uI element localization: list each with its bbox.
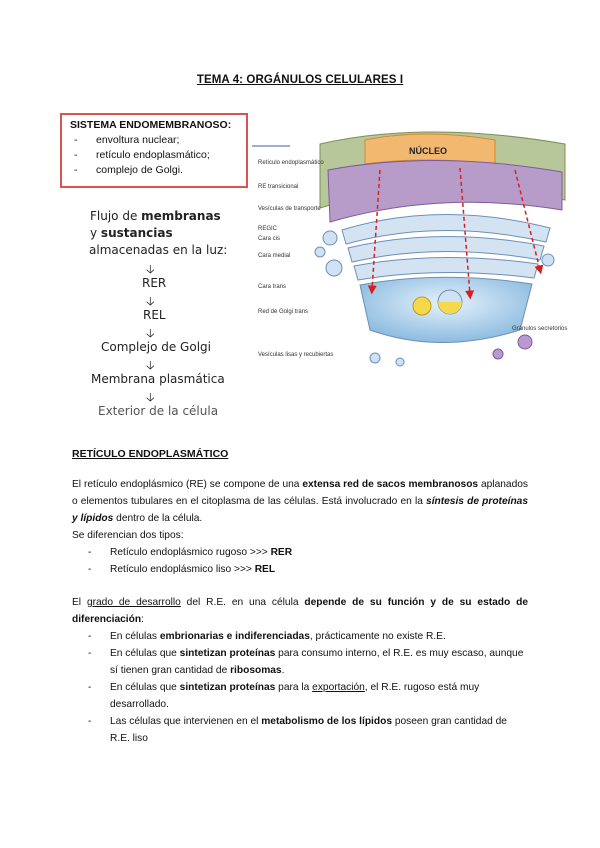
text: dentro de la célula. bbox=[113, 513, 203, 524]
diagram-label: Cara medial bbox=[258, 253, 291, 259]
bold-text: ribosomas bbox=[230, 665, 282, 676]
dash: - bbox=[74, 164, 78, 176]
diagram-label: RE transicional bbox=[258, 184, 299, 190]
list-item bbox=[68, 148, 240, 163]
text: . bbox=[281, 665, 285, 676]
development-list bbox=[88, 628, 528, 747]
list-item-text bbox=[110, 544, 292, 561]
text: aplanados o elementos tubulares en el citoplasma de las células. Está involucrado en la bbox=[72, 479, 528, 507]
text: Las células que intervienen en el bbox=[110, 716, 262, 727]
text: El bbox=[72, 597, 87, 608]
text: Retículo endoplásmico liso >>> bbox=[110, 564, 255, 575]
dash: - bbox=[88, 716, 92, 727]
flow-step: RER bbox=[142, 276, 167, 290]
list-item bbox=[88, 544, 528, 561]
list-item bbox=[88, 628, 528, 645]
list-item bbox=[88, 561, 528, 578]
types-list bbox=[88, 544, 528, 578]
italic-text: síntesis de proteínas y lípidos bbox=[72, 496, 528, 524]
text: , prácticamente no existe R.E. bbox=[309, 631, 446, 642]
list-item-text bbox=[110, 679, 528, 713]
list-item-text bbox=[110, 628, 446, 645]
section-title: RETÍCULO ENDOPLASMÁTICO bbox=[72, 448, 229, 460]
list-item-text bbox=[110, 645, 528, 679]
dash: - bbox=[88, 682, 92, 693]
list-item bbox=[68, 163, 240, 178]
flow-step: Complejo de Golgi bbox=[101, 340, 211, 354]
underlined-text: exportación bbox=[312, 682, 365, 693]
bold-text: depende de su función y de su estado de diferenciación bbox=[72, 597, 528, 625]
text: para la bbox=[275, 682, 313, 693]
text: poseen gran cantidad de R.E. liso bbox=[110, 716, 507, 744]
bold-text: embrionarias e indiferenciadas bbox=[159, 631, 310, 642]
dash: - bbox=[88, 648, 92, 659]
page-title: TEMA 4: ORGÁNULOS CELULARES I bbox=[196, 74, 404, 86]
list-item bbox=[68, 133, 240, 148]
dash: - bbox=[88, 547, 92, 558]
text: En células que bbox=[110, 648, 180, 659]
text: Se diferencian dos tipos: bbox=[72, 530, 184, 541]
flow-line bbox=[90, 225, 240, 242]
flow-line bbox=[90, 208, 240, 225]
list-item-text: envoltura nuclear; bbox=[96, 134, 180, 146]
diagram-label: Retículo endoplasmático bbox=[258, 160, 324, 166]
arrow-down-icon: 🡣 bbox=[146, 358, 155, 372]
bold-text: extensa red de sacos membranosos bbox=[302, 479, 479, 490]
flow-bold: membranas bbox=[141, 209, 221, 223]
nucleus-label: NÚCLEO bbox=[409, 146, 447, 156]
text: para consumo interno, el R.E. es muy escaso, aunque sí tienen gran cantidad de bbox=[110, 648, 524, 676]
flow-text: Flujo de bbox=[90, 209, 142, 223]
arrow-down-icon: 🡣 bbox=[146, 262, 155, 276]
list-item-text: complejo de Golgi. bbox=[96, 164, 183, 176]
membrane-flow bbox=[90, 208, 240, 428]
paragraph-development bbox=[72, 594, 528, 628]
text: El retículo endoplásmico (RE) se compone de una bbox=[72, 479, 303, 490]
bold-text: RER bbox=[270, 547, 293, 558]
bold-text: metabolismo de los lípidos bbox=[261, 716, 392, 727]
flow-line: almacenadas en la luz: bbox=[89, 243, 228, 257]
list-item bbox=[88, 679, 528, 713]
flow-step: Membrana plasmática bbox=[91, 372, 225, 386]
list-item-text: retículo endoplasmático; bbox=[96, 149, 210, 161]
bold-text: sintetizan proteínas bbox=[179, 648, 276, 659]
arrow-down-icon: 🡣 bbox=[146, 294, 155, 308]
arrow-down-icon: 🡣 bbox=[146, 326, 155, 340]
underlined-text: grado de desarrollo bbox=[86, 597, 181, 608]
bold-text: REL bbox=[254, 564, 276, 575]
text: En células que bbox=[110, 682, 180, 693]
diagram-label: Cara trans bbox=[258, 284, 287, 290]
text: Retículo endoplásmico rugoso >>> bbox=[110, 547, 271, 558]
text: : bbox=[141, 614, 144, 625]
list-item bbox=[88, 645, 528, 679]
text: , el R.E. rugoso está muy desarrollado. bbox=[110, 682, 480, 710]
dash: - bbox=[74, 149, 78, 161]
text: En células bbox=[110, 631, 160, 642]
text: del R.E. en una célula bbox=[180, 597, 305, 608]
arrow-down-icon: 🡣 bbox=[146, 390, 155, 404]
list-item-text bbox=[110, 713, 528, 747]
bold-text: sintetizan proteínas bbox=[179, 682, 276, 693]
box-heading: SISTEMA ENDOMEMBRANOSO: bbox=[70, 119, 232, 131]
diagram-label: Vesículas de transporte bbox=[258, 206, 321, 212]
flow-text: y bbox=[90, 226, 101, 240]
flow-bold: sustancias bbox=[100, 226, 173, 240]
endomembrane-box bbox=[60, 113, 248, 188]
list-item-text bbox=[110, 561, 275, 578]
diagram-label: Gránulos secretorios bbox=[512, 326, 568, 332]
flow-step: Exterior de la célula bbox=[98, 404, 219, 418]
list-item bbox=[88, 713, 528, 747]
diagram-label: Cara cis bbox=[258, 236, 281, 242]
diagram-label: Red de Golgi trans bbox=[258, 309, 309, 315]
endomembrane-diagram bbox=[250, 130, 570, 375]
paragraph-er bbox=[72, 476, 528, 544]
flow-step: REL bbox=[143, 308, 166, 322]
dash: - bbox=[88, 631, 92, 642]
diagram-label: Vesículas lisas y recubiertas bbox=[258, 352, 334, 358]
dash: - bbox=[88, 564, 92, 575]
diagram-label: REGIC bbox=[258, 226, 278, 232]
dash: - bbox=[74, 134, 78, 146]
